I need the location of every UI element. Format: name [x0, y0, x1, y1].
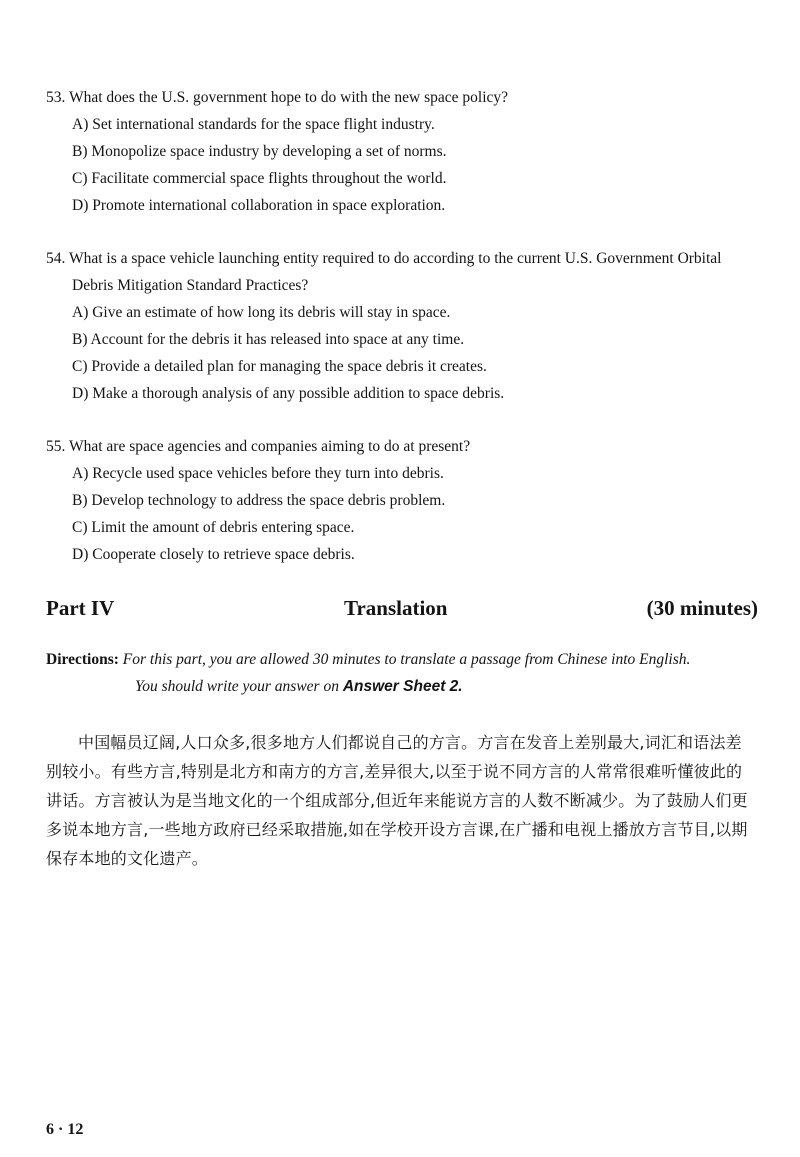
- option-a: A) Recycle used space vehicles before they turn into debris.: [72, 465, 444, 482]
- question-stem: 53. What does the U.S. government hope to do with the new space policy?: [46, 89, 509, 106]
- answer-sheet-reference: Answer Sheet 2.: [342, 678, 463, 695]
- directions-line-1: [46, 646, 758, 673]
- option-d: D) Cooperate closely to retrieve space debris.: [72, 546, 355, 563]
- option-c: C) Facilitate commercial space flights throughout the world.: [72, 170, 447, 187]
- page-number: 6 · 12: [46, 1121, 84, 1138]
- option-c: C) Limit the amount of debris entering space.: [72, 519, 355, 536]
- option-d: D) Make a thorough analysis of any possible addition to space debris.: [72, 385, 505, 402]
- option-b: B) Monopolize space industry by developing a set of norms.: [72, 143, 447, 160]
- option-a: A) Give an estimate of how long its debris will stay in space.: [72, 304, 451, 321]
- question-55: [46, 433, 758, 568]
- option-b: B) Account for the debris it has released into space at any time.: [72, 331, 465, 348]
- directions-text: For this part, you are allowed 30 minutes to translate a passage from Chinese into English.: [122, 651, 691, 668]
- question-stem: 55. What are space agencies and companies aiming to do at present?: [46, 438, 471, 455]
- directions-text-2: You should write your answer on: [135, 678, 339, 695]
- question-54: [46, 245, 758, 407]
- option-c: C) Provide a detailed plan for managing the space debris it creates.: [72, 358, 487, 375]
- question-53: [46, 84, 758, 219]
- part-time-limit: (30 minutes): [646, 596, 758, 620]
- directions-label: Directions:: [46, 651, 119, 668]
- part-header: [46, 596, 758, 626]
- part-title: Translation: [344, 596, 448, 620]
- directions-line-2: [46, 673, 758, 700]
- question-stem: 54. What is a space vehicle launching entity required to do according to the current U.S. Government Orbital Debris Mitigation Standard Practices?: [46, 250, 722, 294]
- translation-passage: 中国幅员辽阔,人口众多,很多地方人们都说自己的方言。方言在发音上差别最大,词汇和语法差别较小。有些方言,特别是北方和南方的方言,差异很大,以至于说不同方言的人常常很难听懂彼此的讲话。方言被认为是当地文化的一个组成部分,但近年来能说方言的人数不断减少。为了鼓励人们更多说本地方言,一些地方政府已经采取措施,如在学校开设方言课,在广播和电视上播放方言节目,以期保存本地的文化遗产。: [46, 733, 748, 868]
- option-d: D) Promote international collaboration in space exploration.: [72, 197, 446, 214]
- part-label: Part IV: [46, 596, 115, 620]
- directions: [46, 646, 758, 700]
- option-b: B) Develop technology to address the space debris problem.: [72, 492, 446, 509]
- option-a: A) Set international standards for the space flight industry.: [72, 116, 435, 133]
